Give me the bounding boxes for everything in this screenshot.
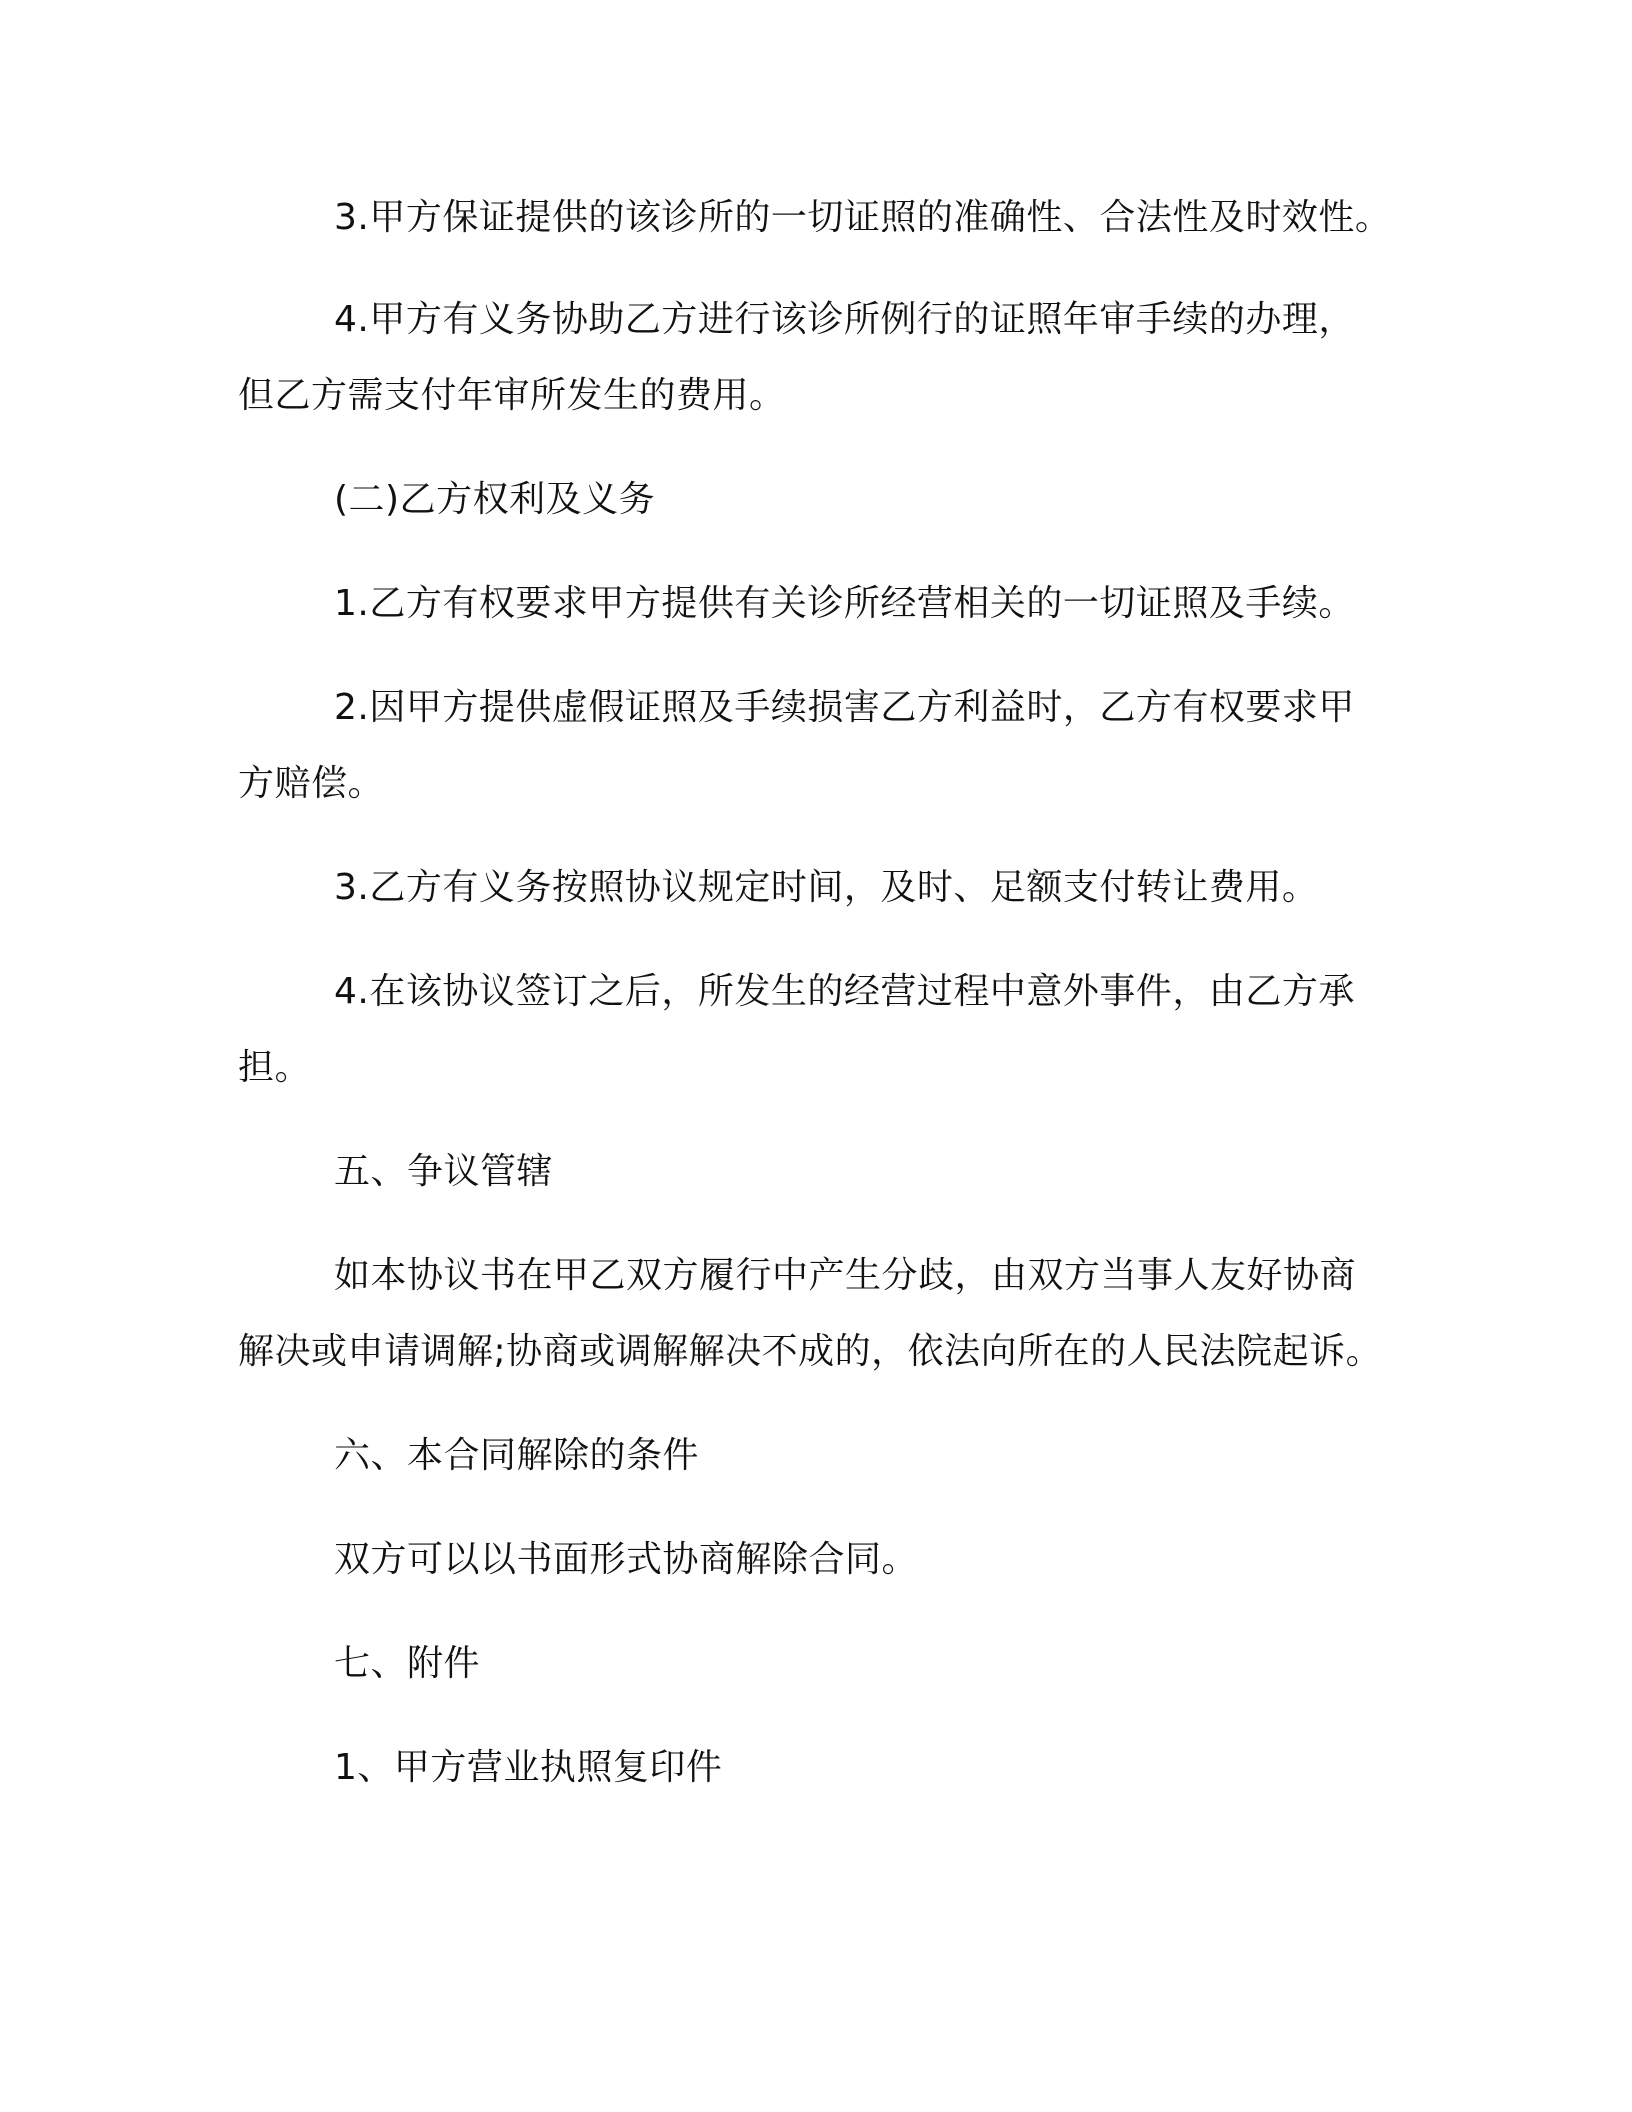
clause-b2-line-2: 方赔偿。 [238, 763, 385, 804]
section-6-body-line-1: 双方可以以书面形式协商解除合同。 [334, 1539, 919, 1580]
clause-b4-line-2: 担。 [238, 1047, 312, 1088]
clause-b1-line-1: 1.乙方有权要求甲方提供有关诊所经营相关的一切证照及手续。 [334, 583, 1355, 624]
section-6-heading: 六、本合同解除的条件 [334, 1435, 700, 1476]
clause-b3-line-1: 3.乙方有义务按照协议规定时间，及时、足额支付转让费用。 [334, 867, 1319, 908]
clause-a3-line-1: 3.甲方保证提供的该诊所的一切证照的准确性、合法性及时效性。 [334, 197, 1392, 238]
clause-b2-line-1: 2.因甲方提供虚假证照及手续损害乙方利益时，乙方有权要求甲 [334, 687, 1355, 728]
section-b-heading: (二)乙方权利及义务 [334, 479, 656, 520]
clause-a4-line-1: 4.甲方有义务协助乙方进行该诊所例行的证照年审手续的办理， [334, 299, 1355, 340]
clause-a4-line-2: 但乙方需支付年审所发生的费用。 [238, 375, 786, 416]
attachment-1: 1、甲方营业执照复印件 [334, 1747, 723, 1788]
section-7-heading: 七、附件 [334, 1643, 481, 1684]
section-5-body-line-2: 解决或申请调解;协商或调解解决不成的，依法向所在的人民法院起诉。 [238, 1331, 1383, 1372]
section-5-heading: 五、争议管辖 [334, 1151, 554, 1192]
section-5-body-line-1: 如本协议书在甲乙双方履行中产生分歧，由双方当事人友好协商 [334, 1255, 1357, 1296]
clause-b4-line-1: 4.在该协议签订之后，所发生的经营过程中意外事件，由乙方承 [334, 971, 1355, 1012]
